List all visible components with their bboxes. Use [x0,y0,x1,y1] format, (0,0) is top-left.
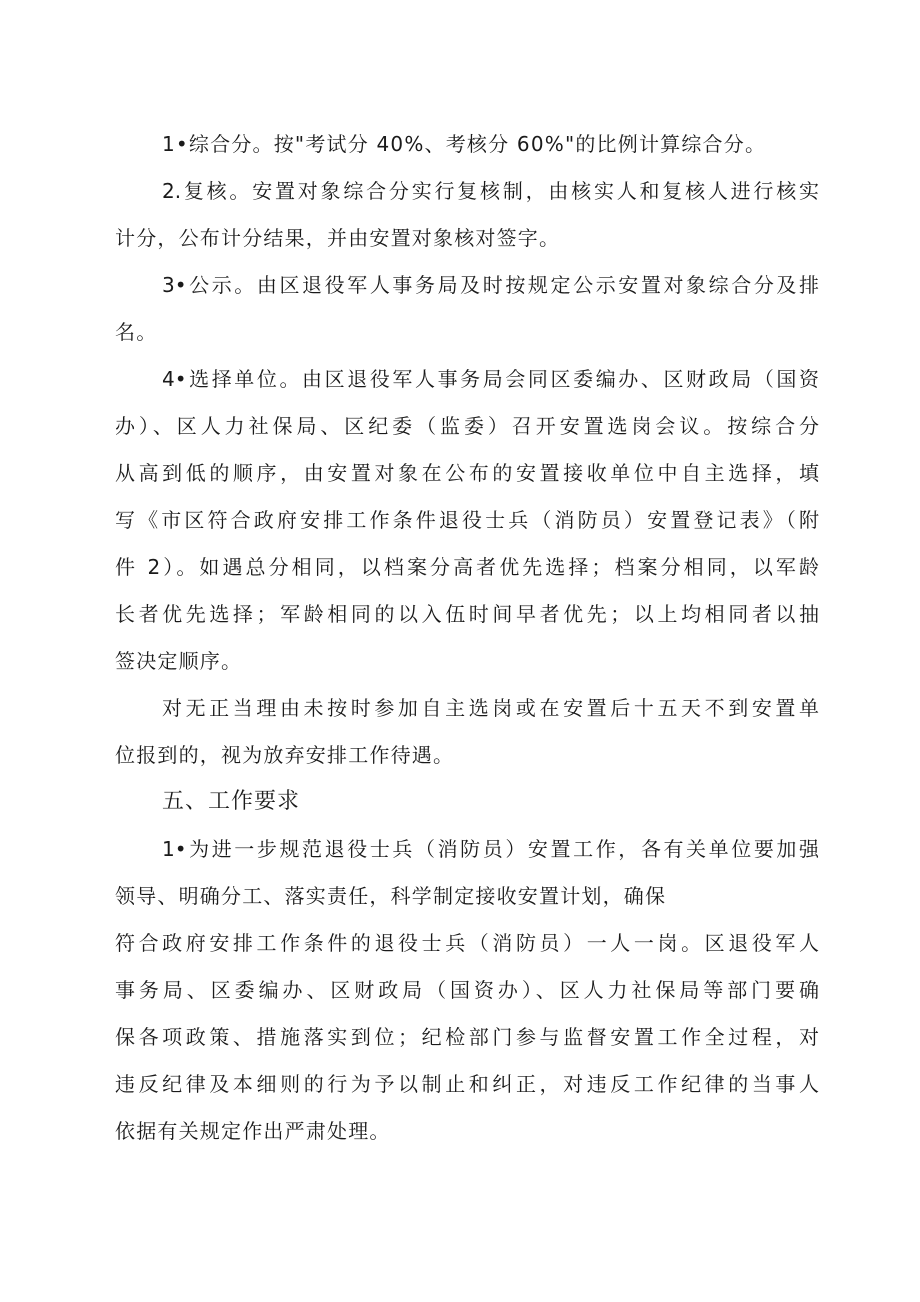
paragraph-line-10: 件 2）。如遇总分相同，以档案分高者优先选择；档案分相同，以军龄 [115,555,819,579]
paragraph-line-12: 签决定顺序。 [115,649,243,673]
paragraph-line-3: 计分，公布计分结果，并由安置对象核对签字。 [115,226,561,250]
paragraph-line-5: 名。 [115,320,158,344]
paragraph-line-1: 1•综合分。按"考试分 40%、考核分 60%"的比例计算综合分。 [162,132,767,156]
paragraph-line-4: 3•公示。由区退役军人事务局及时按规定公示安置对象综合分及排 [162,273,819,297]
paragraph-line-7: 办）、区人力社保局、区纪委（监委）召开安置选岗会议。按综合分 [115,414,819,438]
paragraph-line-20: 保各项政策、措施落实到位；纪检部门参与监督安置工作全过程，对 [115,1025,819,1049]
paragraph-line-18: 符合政府安排工作条件的退役士兵（消防员）一人一岗。区退役军人 [115,931,819,955]
paragraph-line-17: 领导、明确分工、落实责任，科学制定接收安置计划，确保 [115,884,667,908]
section-heading: 五、工作要求 [162,789,301,814]
paragraph-line-21: 违反纪律及本细则的行为予以制止和纠正，对违反工作纪律的当事人 [115,1072,819,1096]
paragraph-line-9: 写《市区符合政府安排工作条件退役士兵（消防员）安置登记表》（附 [115,508,819,532]
paragraph-line-19: 事务局、区委编办、区财政局（国资办）、区人力社保局等部门要确 [115,978,819,1002]
paragraph-line-11: 长者优先选择；军龄相同的以入伍时间早者优先；以上均相同者以抽 [115,602,819,626]
paragraph-line-8: 从高到低的顺序，由安置对象在公布的安置接收单位中自主选择，填 [115,461,819,485]
paragraph-line-14: 位报到的，视为放弃安排工作待遇。 [115,743,455,767]
paragraph-line-2: 2.复核。安置对象综合分实行复核制，由核实人和复核人进行核实 [162,179,819,203]
paragraph-line-13: 对无正当理由未按时参加自主选岗或在安置后十五天不到安置单 [162,696,819,720]
paragraph-line-16: 1•为进一步规范退役士兵（消防员）安置工作，各有关单位要加强 [162,837,819,861]
paragraph-line-6: 4•选择单位。由区退役军人事务局会同区委编办、区财政局（国资 [162,367,819,391]
paragraph-line-22: 依据有关规定作出严肃处理。 [115,1119,391,1143]
